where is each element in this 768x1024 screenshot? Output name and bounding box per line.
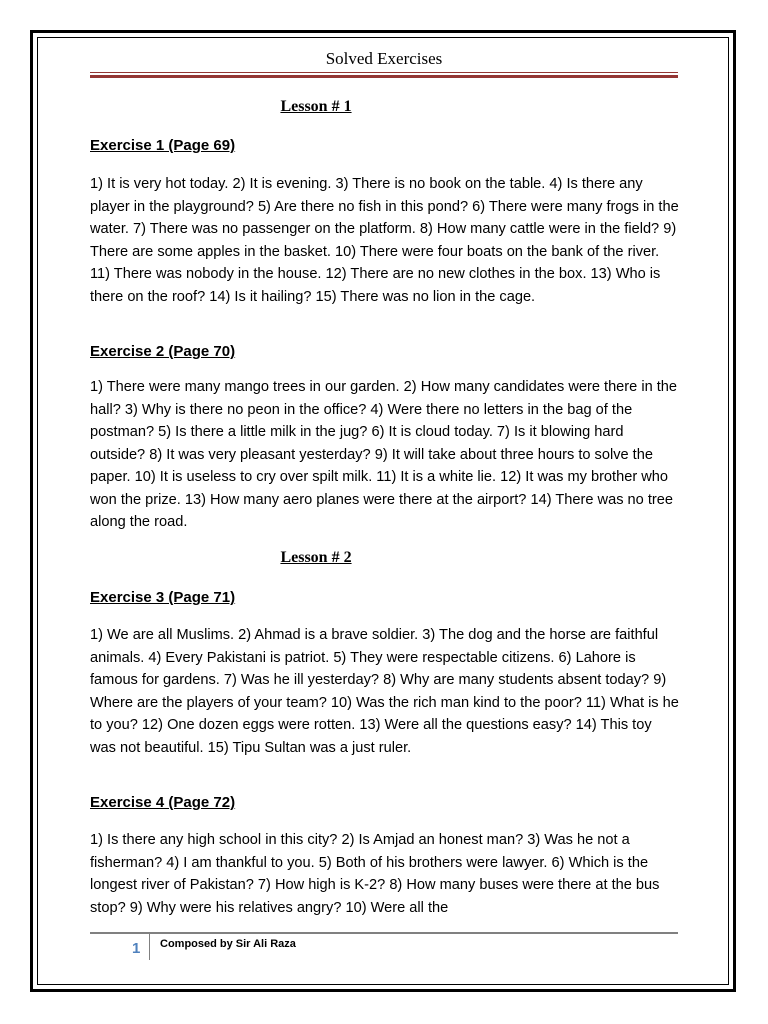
page-header-title: Solved Exercises	[325, 49, 443, 68]
exercise-1-text: 1) It is very hot today. 2) It is evening. 3) There is no book on the table. 4) Is there any player in the playground? 5) Are there no fish in this pond? 6) There were many frogs in the water. 7) There was no passenger on the platform. 8) How many cattle were in the field? 9) There are some apples in the basket. 10) There were four boats on the bank of the river. 11) There was nobody in the house. 12) There are no new clothes in the box. 13) Who is there on the roof? 14) Is it hailing? 15) There was no lion in the cage.	[90, 176, 679, 305]
footer-author: Composed by Sir Ali Raza	[160, 938, 296, 950]
lesson-2-heading: Lesson # 2	[280, 549, 352, 566]
header-rule-thick	[90, 75, 678, 78]
exercise-2-heading: Exercise 2 (Page 70)	[90, 343, 236, 360]
lesson-1-heading: Lesson # 1	[280, 98, 352, 115]
header-rule-thin	[90, 72, 678, 73]
exercise-4-text: 1) Is there any high school in this city? 2) Is Amjad an honest man? 3) Was he not a fisherman? 4) I am thankful to you. 5) Both of his brothers were lawyer. 6) Which is the longest river of Pakistan? 7) How high is K-2? 8) How many buses were there at the bus stop? 9) Why were his relatives angry? 10) Were all the	[90, 832, 660, 916]
exercise-3-heading: Exercise 3 (Page 71)	[90, 589, 236, 606]
footer-rule	[90, 932, 678, 934]
page-number: 1	[132, 940, 141, 957]
exercise-4-heading: Exercise 4 (Page 72)	[90, 794, 236, 811]
footer-separator	[149, 934, 150, 960]
exercise-2-text: 1) There were many mango trees in our garden. 2) How many candidates were there in the hall? 3) Why is there no peon in the office? 4) Were there no letters in the bag of the postman? 5) Is there a little milk in the jug? 6) It is cloud today. 7) Is it blowing hard outside? 8) It was very pleasant yesterday? 9) It will take about three hours to solve the paper. 10) It is useless to cry over spilt milk. 11) It is a white lie. 12) It was my brother who won the prize. 13) How many aero planes were there at the airport? 14) There was no tree along the road.	[90, 379, 678, 530]
exercise-3-text: 1) We are all Muslims. 2) Ahmad is a brave soldier. 3) The dog and the horse are faithful animals. 4) Every Pakistani is patriot. 5) They were respectable citizens. 6) Lahore is famous for gardens. 7) Was he ill yesterday? 8) Why are many students absent today? 9) Where are the players of your team? 10) Was the rich man kind to the poor? 11) What is he to you? 12) One dozen eggs were rotten. 13) Were all the questions easy? 14) This toy was not beautiful. 15) Tipu Sultan was a just ruler.	[90, 627, 679, 756]
exercise-1-heading: Exercise 1 (Page 69)	[90, 137, 236, 154]
